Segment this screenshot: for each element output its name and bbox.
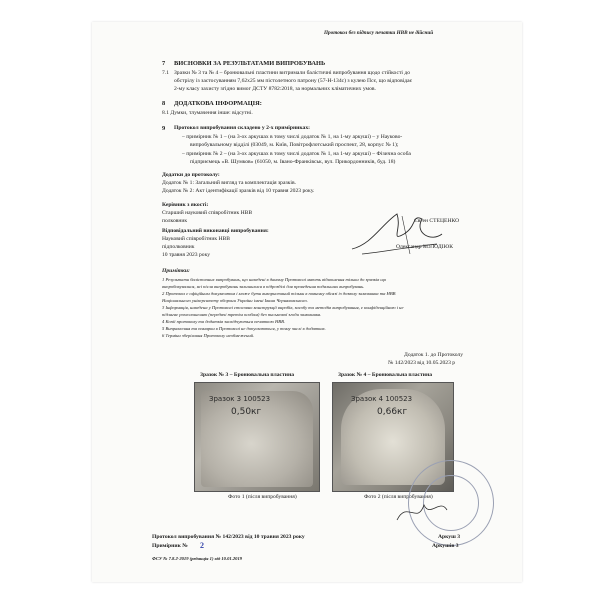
section-9-title: Протокол випробування складено у 2-х примірниках:	[174, 125, 311, 131]
section-7-line-2: обстрілу із застосуванням 7,62х25 мм пістолетного патрону (57-Н-134с) з кулею Псє, що відповідає	[174, 78, 413, 84]
section-8-title: ДОДАТКОВА ІНФОРМАЦІЯ:	[174, 100, 262, 107]
quality-manager-role: Старший науковий співробітник НВВ	[162, 210, 253, 216]
protocol-validity-note: Протокол без підпису печатки НВВ не дійсний	[324, 30, 434, 36]
note-line: підлягає розголошенню (передачі третім особам) без письмової згоди замовника.	[162, 312, 322, 317]
copy-2-line-2: підприємець «В. Шумков» (61050, м. Івано-Франківськ, вул. Прикордонників, буд. 18)	[190, 159, 396, 165]
section-8-line-1: 8.1 Думки, тлумачення інше: відсутні.	[162, 110, 253, 116]
section-9-number: 9	[162, 125, 166, 132]
section-7-number: 7	[162, 60, 166, 67]
note-line: 3 Інформація, наведена у Протоколі стосовно конструкції виробів, засобу та методів випробування, є конфіденційною і не	[162, 305, 404, 310]
appendix-1-heading: Додаток 1. до Протоколу	[404, 352, 464, 358]
appendices-title: Додатки до протоколу:	[162, 172, 220, 178]
appendix-1: Додаток № 1: Загальний вигляд та комплектація зразків.	[162, 180, 296, 186]
executor-title: Відповідальний виконавці випробування:	[162, 228, 269, 234]
section-8-number: 8	[162, 100, 166, 107]
photo-2-plate-label: Зразок 4 100523	[351, 395, 413, 403]
photo-1-title: Зразок № 3 – Бронювальна пластина	[200, 372, 295, 378]
quality-manager-name: Євген СТЕЦЕНКО	[414, 218, 460, 224]
note-line: 1 Результати балістичних випробувань, що наведені в даному Протоколі мають відношення тільки до зразків що	[162, 277, 387, 282]
note-line: випробовувалися, всі після випробувань залишилися в підрозділі для проведення подальших випробувань.	[162, 284, 365, 289]
photo-1-armor-plate	[194, 382, 320, 492]
plate-surface	[201, 391, 313, 487]
photo-2-plate-weight: 0,66кг	[377, 407, 408, 417]
executor-name: Олександр КОЛОДІЮК	[396, 244, 454, 250]
footer-protocol: Протокол випробування № 142/2023 від 10 травня 2023 року	[152, 534, 305, 540]
note-line: 5 Виправлення та помарки в Протоколі не допускаються, у тому числі в додатках.	[162, 326, 326, 331]
note-line: 4 Копії протоколу та додатків засвідчуються печаткою НВВ.	[162, 319, 286, 324]
photo-2-caption: Фото 2 (після випробування)	[364, 494, 433, 500]
executor-role: Науковий співробітник НВВ	[162, 236, 231, 242]
footer-form-code: ФСУ № 7.8.2-2019 (редакція 1) від 10.01.2019	[152, 556, 243, 561]
quality-manager-title: Керівник з якості:	[162, 202, 209, 208]
signature-date: 10 травня 2023 року	[162, 252, 211, 258]
section-7-line-3: 2-му класу захисту згідно вимог ДСТУ 8782:2018, за нормальних кліматичних умов.	[174, 86, 376, 92]
executor-rank: підполковник	[162, 244, 195, 250]
handwritten-signature	[342, 204, 452, 264]
section-7-1-number: 7.1	[162, 70, 169, 76]
note-line: 6 Терміни зберігання Протоколу необмежений.	[162, 333, 255, 338]
document-page	[92, 22, 522, 582]
photo-1-plate-label: Зразок 3 100523	[209, 395, 271, 403]
footer-sheet-count: Аркушів 3	[432, 543, 459, 549]
note-line: Національного університету оборони України імені Івана Черняховського.	[162, 298, 308, 303]
copy-1-line-2: випробувальному відділі (03049, м. Київ, Повітрофлотський проспект, 28, корпус № 1);	[190, 142, 399, 148]
quality-manager-rank: полковник	[162, 218, 188, 224]
note-line: 2 Протокол є офіційним документом і може бути використаний тільки в повному обсязі із дозволу замовника та НВВ	[162, 291, 396, 296]
section-7-line-1: Зразки № 3 та № 4 – бронювальні пластини витримали балістичні випробування щодо стійкості до	[174, 70, 410, 76]
appendix-2: Додаток № 2: Акт ідентифікації зразків від 10 травня 2023 року.	[162, 188, 315, 194]
stamp-signature	[392, 490, 452, 530]
footer-copy-number: 2	[200, 541, 204, 550]
footer-sheet: Аркуш 3	[438, 534, 461, 540]
copy-2-line-1: – примірник № 2 – (на 3-ох аркушах в тому числі додаток № 1, на 1-му аркуші) – Фізична особа	[182, 151, 411, 157]
notes-title: Примітки:	[162, 268, 190, 274]
section-7-title: ВИСНОВКИ ЗА РЕЗУЛЬТАТАМИ ВИПРОБУВАНЬ	[174, 60, 326, 67]
photo-2-title: Зразок № 4 – Бронювальна пластина	[338, 372, 433, 378]
footer-copy-label: Примірник №	[152, 543, 188, 549]
photo-1-plate-weight: 0,50кг	[231, 407, 262, 417]
appendix-1-reference: № 142/2023 від 10.05.2023 р	[388, 360, 456, 366]
photo-1-caption: Фото 1 (після випробування)	[228, 494, 297, 500]
copy-1-line-1: – примірник № 1 – (на 3-ох аркушах в тому числі додаток № 1, на 1-му аркуші) – у Науково-	[182, 134, 403, 140]
